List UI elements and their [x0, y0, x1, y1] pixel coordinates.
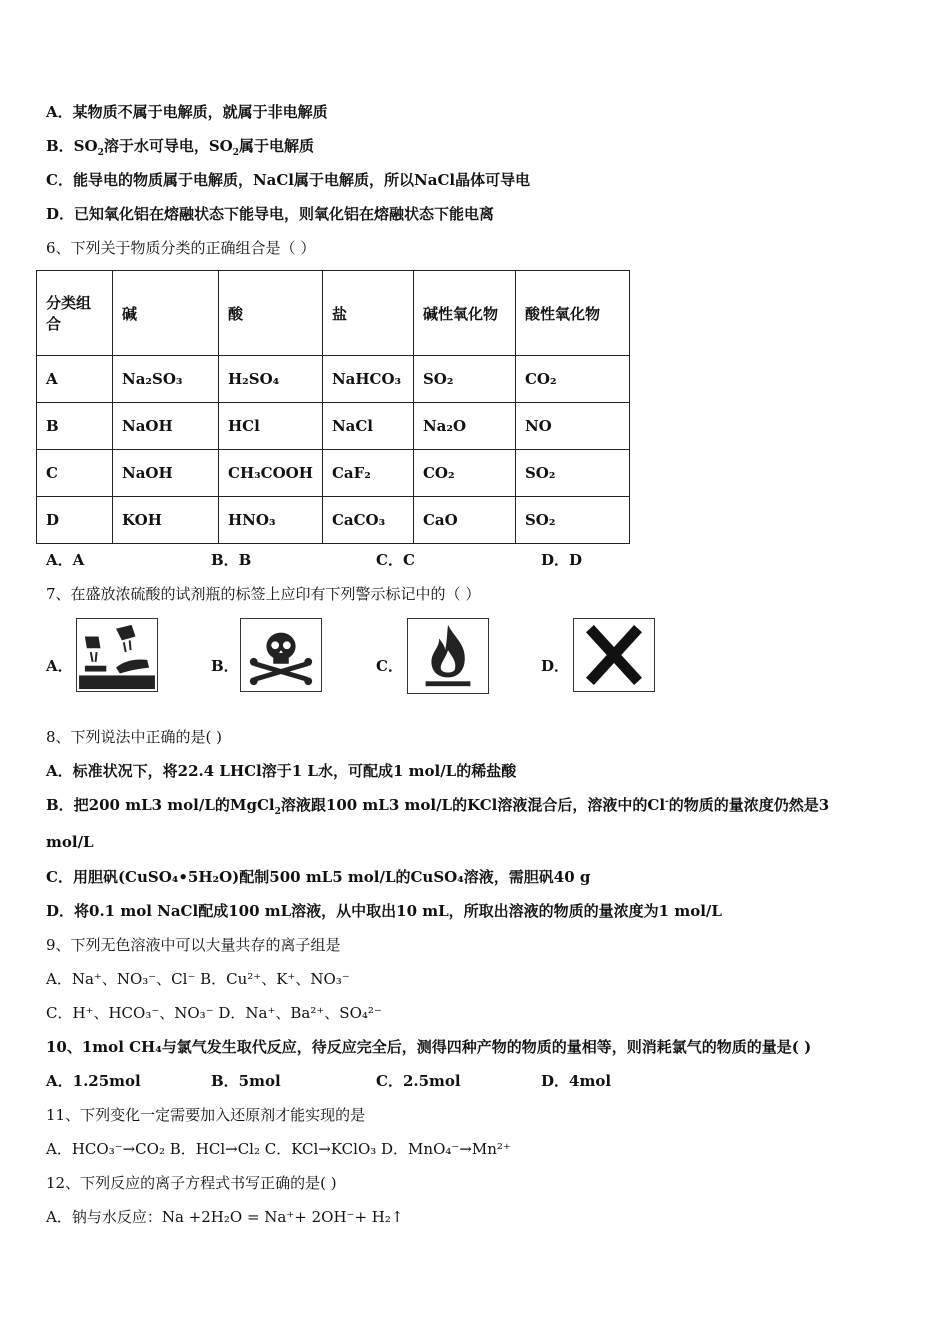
q12-option-a: A．钠与水反应：Na +2H₂O = Na⁺+ 2OH⁻+ H₂↑	[46, 1208, 404, 1226]
table-header-cell: 盐	[322, 271, 413, 356]
table-row	[37, 356, 630, 403]
table-cell: H₂SO₄	[219, 356, 323, 403]
toxic-icon	[240, 618, 322, 692]
table-header-cell: 碱	[113, 271, 219, 356]
q10-stem: 10、1mol CH₄与氯气发生取代反应，待反应完全后，测得四种产物的物质的量相等，则消耗氯气的物质的量是( )	[46, 1038, 812, 1056]
q8-stem: 8、下列说法中正确的是( )	[46, 728, 223, 746]
flammable-icon	[407, 618, 489, 694]
table-cell: Na₂O	[413, 403, 515, 450]
table-row	[37, 497, 630, 544]
table-cell: NO	[515, 403, 629, 450]
table-cell: SO₂	[413, 356, 515, 403]
q6-option-b: B．B	[211, 551, 252, 569]
q6-stem: 6、下列关于物质分类的正确组合是（ ）	[46, 239, 316, 257]
q7-label-a: A．	[46, 657, 73, 675]
q6-option-d: D．D	[541, 551, 583, 569]
table-header-cell: 碱性氧化物	[413, 271, 515, 356]
q8-option-b-cont: mol/L	[46, 833, 94, 851]
table-cell: NaOH	[113, 450, 219, 497]
table-cell: KOH	[113, 497, 219, 544]
table-cell: NaHCO₃	[322, 356, 413, 403]
q12-stem: 12、下列反应的离子方程式书写正确的是( )	[46, 1174, 337, 1192]
table-cell: D	[37, 497, 113, 544]
corrosive-icon	[76, 618, 158, 692]
table-header-row	[37, 271, 630, 356]
harmful-icon	[573, 618, 655, 692]
table-cell: NaCl	[322, 403, 413, 450]
table-cell: HNO₃	[219, 497, 323, 544]
table-cell: HCl	[219, 403, 323, 450]
q8-option-b: B．把200 mL3 mol/L的MgCl$_2$溶液跟100 mL3 mol/L的KCl溶液混合后，溶液中的Cl-的物质的量浓度仍然是3	[46, 796, 830, 817]
table-cell: B	[37, 403, 113, 450]
q10-option-c: C．2.5mol	[376, 1072, 461, 1090]
table-cell: SO₂	[515, 450, 629, 497]
q11-options: A．HCO₃⁻→CO₂ B．HCl→Cl₂ C．KCl→KClO₃ D．MnO₄⁻→Mn²⁺	[46, 1140, 511, 1158]
q5-option-b: B．$SO_2$溶于水可导电，$SO_2$属于电解质	[46, 137, 315, 158]
q6-option-c: C．C	[376, 551, 415, 569]
q8-option-d: D．将0.1 mol NaCl配成100 mL溶液，从中取出10 mL，所取出溶液的物质的量浓度为1 mol/L	[46, 902, 722, 920]
q5-option-c: C．能导电的物质属于电解质，NaCl属于电解质，所以NaCl晶体可导电	[46, 171, 531, 189]
q5-option-d: D．已知氧化铝在熔融状态下能导电，则氧化铝在熔融状态下能电离	[46, 205, 495, 223]
table-header-cell: 酸	[219, 271, 323, 356]
q7-label-b: B．	[211, 657, 239, 675]
classification-table	[36, 270, 630, 544]
q9-options-cd: C．H⁺、HCO₃⁻、NO₃⁻ D．Na⁺、Ba²⁺、SO₄²⁻	[46, 1004, 382, 1022]
table-cell: CH₃COOH	[219, 450, 323, 497]
table-cell: NaOH	[113, 403, 219, 450]
q5-option-a: A．某物质不属于电解质，就属于非电解质	[46, 103, 328, 121]
table-header-cell: 酸性氧化物	[515, 271, 629, 356]
table-cell: Na₂SO₃	[113, 356, 219, 403]
table-cell: CO₂	[515, 356, 629, 403]
q7-stem: 7、在盛放浓硫酸的试剂瓶的标签上应印有下列警示标记中的（ ）	[46, 585, 481, 603]
q8-option-a: A．标准状况下，将22.4 LHCl溶于1 L水，可配成1 mol/L的稀盐酸	[46, 762, 517, 780]
table-cell: A	[37, 356, 113, 403]
q6-option-a: A．A	[46, 551, 85, 569]
q10-option-b: B．5mol	[211, 1072, 281, 1090]
table-row	[37, 450, 630, 497]
table-header-cell: 分类组合	[37, 271, 113, 356]
q9-options-ab: A．Na⁺、NO₃⁻、Cl⁻ B．Cu²⁺、K⁺、NO₃⁻	[46, 970, 350, 988]
q9-stem: 9、下列无色溶液中可以大量共存的离子组是	[46, 936, 341, 954]
q7-label-c: C．	[376, 657, 403, 675]
q11-stem: 11、下列变化一定需要加入还原剂才能实现的是	[46, 1106, 366, 1124]
table-cell: CaO	[413, 497, 515, 544]
table-cell: CaCO₃	[322, 497, 413, 544]
table-cell: CaF₂	[322, 450, 413, 497]
q10-option-a: A．1.25mol	[46, 1072, 141, 1090]
table-cell: SO₂	[515, 497, 629, 544]
q10-option-d: D．4mol	[541, 1072, 612, 1090]
q8-option-c: C．用胆矾(CuSO₄•5H₂O)配制500 mL5 mol/L的CuSO₄溶液，需胆矾40 g	[46, 868, 591, 886]
table-row	[37, 403, 630, 450]
q7-label-d: D．	[541, 657, 570, 675]
table-cell: CO₂	[413, 450, 515, 497]
table-cell: C	[37, 450, 113, 497]
